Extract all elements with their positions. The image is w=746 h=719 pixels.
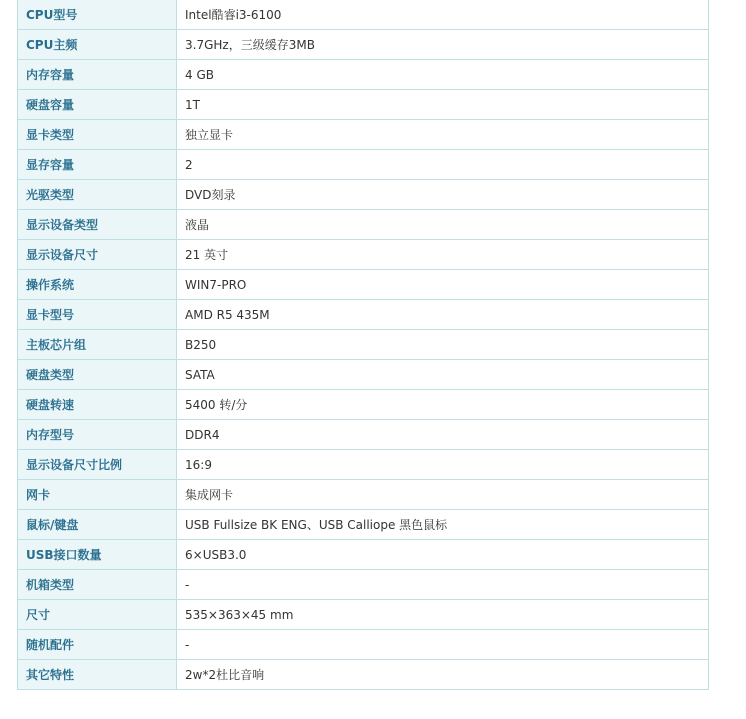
table-row <box>18 150 709 180</box>
table-row <box>18 90 709 120</box>
spec-label: 显卡类型 <box>18 120 177 150</box>
spec-value: 液晶 <box>177 210 709 240</box>
spec-label: 鼠标/键盘 <box>18 510 177 540</box>
spec-label: CPU型号 <box>18 0 177 30</box>
spec-label: 机箱类型 <box>18 570 177 600</box>
spec-value: 4 GB <box>177 60 709 90</box>
table-row <box>18 360 709 390</box>
spec-label: USB接口数量 <box>18 540 177 570</box>
spec-label: 显示设备尺寸 <box>18 240 177 270</box>
spec-label: 主板芯片组 <box>18 330 177 360</box>
spec-label: 显卡型号 <box>18 300 177 330</box>
spec-label: 硬盘转速 <box>18 390 177 420</box>
spec-label: 内存容量 <box>18 60 177 90</box>
table-row <box>18 210 709 240</box>
spec-label: 光驱类型 <box>18 180 177 210</box>
table-row <box>18 420 709 450</box>
spec-label: 内存型号 <box>18 420 177 450</box>
spec-value: 3.7GHz，三级缓存3MB <box>177 30 709 60</box>
spec-value: B250 <box>177 330 709 360</box>
spec-value: 1T <box>177 90 709 120</box>
table-row <box>18 120 709 150</box>
table-row <box>18 570 709 600</box>
table-row <box>18 480 709 510</box>
spec-value: SATA <box>177 360 709 390</box>
spec-value: 16:9 <box>177 450 709 480</box>
table-row <box>18 390 709 420</box>
spec-label: 显示设备尺寸比例 <box>18 450 177 480</box>
spec-value: Intel酷睿i3-6100 <box>177 0 709 30</box>
spec-label: 显示设备类型 <box>18 210 177 240</box>
table-row <box>18 240 709 270</box>
table-row <box>18 660 709 690</box>
spec-value: 集成网卡 <box>177 480 709 510</box>
spec-value: AMD R5 435M <box>177 300 709 330</box>
table-row <box>18 630 709 660</box>
spec-value: DDR4 <box>177 420 709 450</box>
table-row <box>18 510 709 540</box>
spec-value: 2w*2杜比音响 <box>177 660 709 690</box>
spec-label: 硬盘容量 <box>18 90 177 120</box>
spec-label: 随机配件 <box>18 630 177 660</box>
spec-label: CPU主频 <box>18 30 177 60</box>
spec-label: 网卡 <box>18 480 177 510</box>
spec-value: 5400 转/分 <box>177 390 709 420</box>
spec-table <box>17 0 709 690</box>
spec-value: 535×363×45 mm <box>177 600 709 630</box>
spec-label: 尺寸 <box>18 600 177 630</box>
spec-label: 其它特性 <box>18 660 177 690</box>
spec-value: 独立显卡 <box>177 120 709 150</box>
spec-value: USB Fullsize BK ENG、USB Calliope 黑色鼠标 <box>177 510 709 540</box>
table-row <box>18 60 709 90</box>
table-row <box>18 30 709 60</box>
spec-table-body <box>18 0 709 690</box>
spec-value: WIN7-PRO <box>177 270 709 300</box>
table-row <box>18 180 709 210</box>
spec-label: 操作系统 <box>18 270 177 300</box>
table-row <box>18 0 709 30</box>
table-row <box>18 300 709 330</box>
table-row <box>18 600 709 630</box>
table-row <box>18 270 709 300</box>
spec-value: 21 英寸 <box>177 240 709 270</box>
table-row <box>18 540 709 570</box>
spec-label: 显存容量 <box>18 150 177 180</box>
spec-value: - <box>177 570 709 600</box>
spec-value: 2 <box>177 150 709 180</box>
spec-label: 硬盘类型 <box>18 360 177 390</box>
spec-value: DVD刻录 <box>177 180 709 210</box>
spec-value: - <box>177 630 709 660</box>
spec-value: 6×USB3.0 <box>177 540 709 570</box>
table-row <box>18 330 709 360</box>
table-row <box>18 450 709 480</box>
